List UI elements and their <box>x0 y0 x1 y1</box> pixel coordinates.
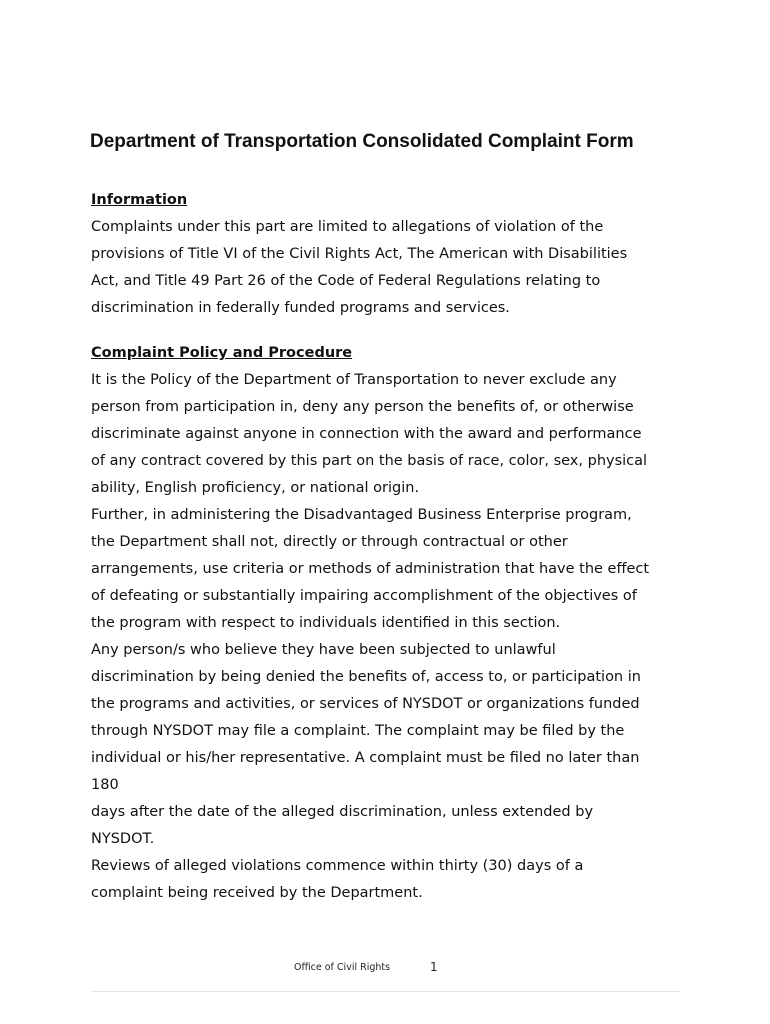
policy-line: the Department shall not, directly or through contractual or other <box>91 534 568 550</box>
policy-line: Reviews of alleged violations commence within thirty (30) days of a <box>91 858 584 874</box>
policy-line: the programs and activities, or services of NYSDOT or organizations funded <box>91 696 640 712</box>
policy-line: Any person/s who believe they have been subjected to unlawful <box>91 642 556 658</box>
policy-line: through NYSDOT may file a complaint. The complaint may be filed by the <box>91 723 625 739</box>
policy-heading: Complaint Policy and Procedure <box>91 345 353 361</box>
policy-line: NYSDOT. <box>91 831 155 847</box>
information-line: Complaints under this part are limited to allegations of violation of the <box>91 219 604 235</box>
information-line: discrimination in federally funded programs and services. <box>91 300 510 316</box>
information-heading: Information <box>91 192 188 208</box>
policy-line: It is the Policy of the Department of Transportation to never exclude any <box>91 372 617 388</box>
policy-line: ability, English proficiency, or national origin. <box>91 480 420 496</box>
policy-line: of defeating or substantially impairing accomplishment of the objectives of <box>91 588 637 604</box>
footer-office-label: Office of Civil Rights <box>294 962 391 973</box>
policy-line: arrangements, use criteria or methods of administration that have the effect <box>91 561 650 577</box>
footer-page-number: 1 <box>430 960 438 974</box>
information-section <box>91 187 691 322</box>
policy-line: the program with respect to individuals identified in this section. <box>91 615 561 631</box>
policy-line: person from participation in, deny any person the benefits of, or otherwise <box>91 399 634 415</box>
policy-line: 180 <box>91 777 119 793</box>
policy-section <box>91 340 691 907</box>
policy-line: days after the date of the alleged discrimination, unless extended by <box>91 804 594 820</box>
policy-line: discriminate against anyone in connection with the award and performance <box>91 426 642 442</box>
policy-line: individual or his/her representative. A complaint must be filed no later than <box>91 750 640 766</box>
policy-line: of any contract covered by this part on the basis of race, color, sex, physical <box>91 453 648 469</box>
policy-line: complaint being received by the Department. <box>91 885 423 901</box>
policy-line: discrimination by being denied the benefits of, access to, or participation in <box>91 669 641 685</box>
information-line: Act, and Title 49 Part 26 of the Code of Federal Regulations relating to <box>91 273 601 289</box>
footer-divider <box>91 991 680 992</box>
page-title: Department of Transportation Consolidated Complaint Form <box>90 131 634 152</box>
information-line: provisions of Title VI of the Civil Rights Act, The American with Disabilities <box>91 246 628 262</box>
policy-line: Further, in administering the Disadvantaged Business Enterprise program, <box>91 507 632 523</box>
